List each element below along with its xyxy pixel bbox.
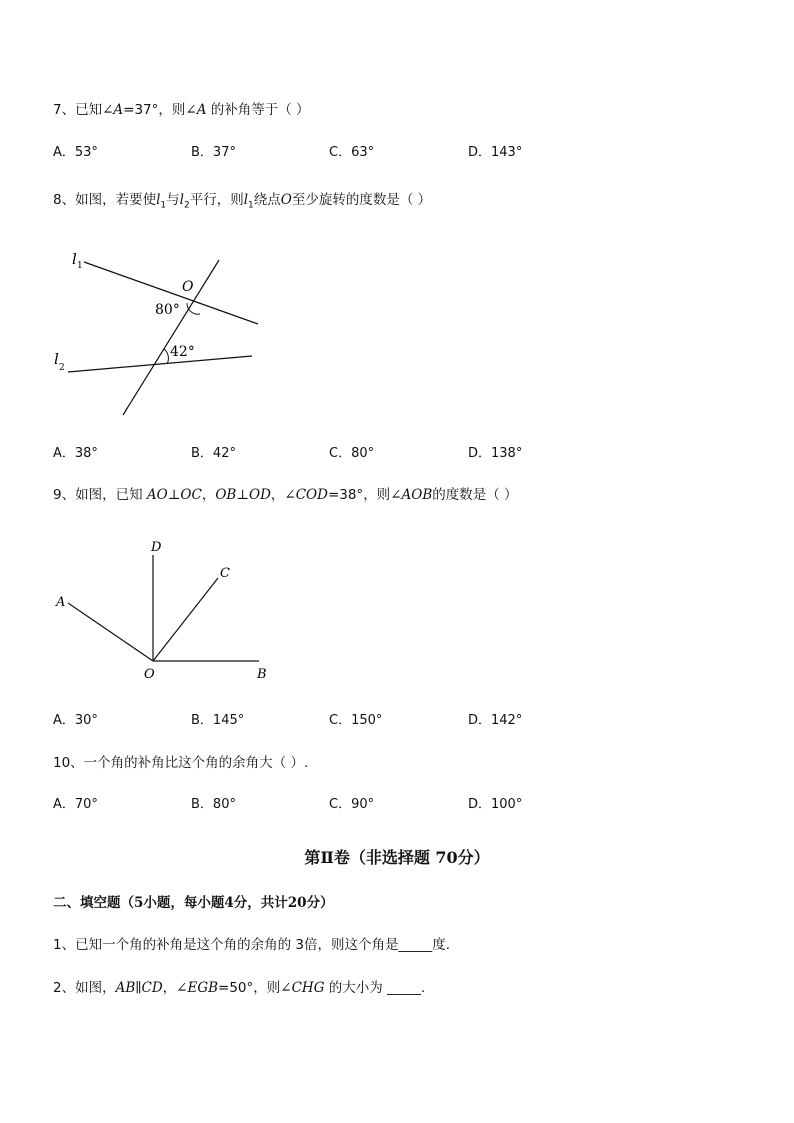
option-a[interactable]: A．70° <box>53 797 98 812</box>
option-d[interactable]: D．143° <box>468 145 523 160</box>
question-7-stem: 7、已知∠A=37°，则∠A 的补角等于（ ） <box>53 102 310 118</box>
option-a[interactable]: A．53° <box>53 145 98 160</box>
label-c: C <box>220 566 230 581</box>
label-d: D <box>151 540 162 555</box>
label-angle-80: 80° <box>155 302 180 318</box>
option-c[interactable]: C．80° <box>329 446 375 461</box>
question-8-figure <box>40 240 280 425</box>
option-c[interactable]: C．150° <box>329 713 383 728</box>
line-l2 <box>68 356 252 372</box>
part-2-title: 第Ⅱ卷（非选择题 70分） <box>304 848 490 867</box>
label-l1-sub: 1 <box>77 261 83 271</box>
transversal-line <box>123 260 219 415</box>
ray-oa <box>68 603 153 661</box>
angle-a: ∠A <box>102 102 124 118</box>
option-c[interactable]: C．63° <box>329 145 375 160</box>
question-9-figure <box>45 535 285 685</box>
question-8-stem: 8、如图，若要使$l_1$与$l_2$平行，则$l_1$绕点O至少旋转的度数是（ ） <box>53 192 432 211</box>
section-heading: 二、填空题（5小题，每小题4分，共计20分） <box>53 895 334 911</box>
question-10-stem: 10、一个角的补角比这个角的余角大（ ）. <box>53 755 309 771</box>
label-angle-42: 42° <box>170 344 195 360</box>
label-l2-sub: 2 <box>59 363 65 373</box>
fill-question-1: 1、已知一个角的补角是这个角的余角的 3倍，则这个角是_____度. <box>53 937 451 953</box>
angle-arc-42 <box>164 349 168 364</box>
label-b: B <box>257 667 267 682</box>
label-o: O <box>144 667 155 682</box>
option-c[interactable]: C．90° <box>329 797 375 812</box>
option-d[interactable]: D．100° <box>468 797 523 812</box>
ray-oc <box>153 578 218 661</box>
label-point-o: O <box>182 279 194 295</box>
option-b[interactable]: B．145° <box>191 713 245 728</box>
option-a[interactable]: A．30° <box>53 713 98 728</box>
label-l2: l <box>54 350 59 368</box>
option-b[interactable]: B．37° <box>191 145 236 160</box>
option-d[interactable]: D．142° <box>468 713 523 728</box>
option-b[interactable]: B．42° <box>191 446 236 461</box>
question-9-stem: 9、如图，已知 AO⊥OC，OB⊥OD，∠COD=38°，则∠AOB的度数是（ ） <box>53 487 518 503</box>
option-a[interactable]: A．38° <box>53 446 98 461</box>
option-b[interactable]: B．80° <box>191 797 236 812</box>
option-d[interactable]: D．138° <box>468 446 523 461</box>
fill-question-2: 2、如图，AB∥CD，∠EGB=50°，则∠CHG 的大小为 _____. <box>53 980 426 996</box>
label-l1: l <box>72 250 77 268</box>
label-a: A <box>56 595 66 610</box>
